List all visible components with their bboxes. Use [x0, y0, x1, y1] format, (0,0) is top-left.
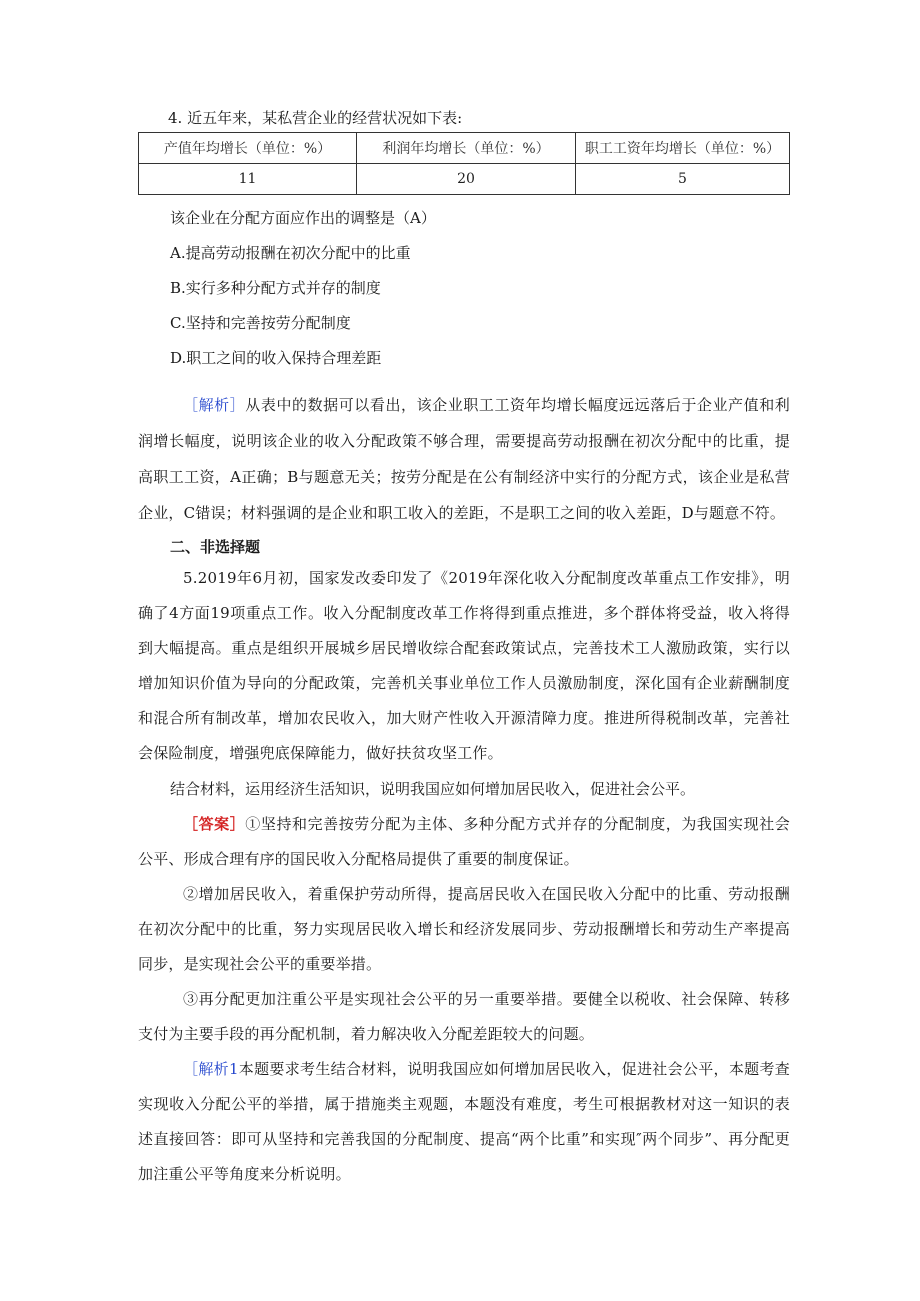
question-5-analysis-text: 本题要求考生结合材料，说明我国应如何增加居民收入，促进社会公平，本题考查实现收入分配公平的举措，属于措施类主观题，本题没有难度，考生可根据教材对这一知识的表述直接回答：即可从坚持和完善我国的分配制度、提高“两个比重”和实现″两个同步”、再分配更加注重公平等角度来分析说明。	[138, 1060, 790, 1183]
analysis-tag: ［解析1	[183, 1060, 239, 1078]
question-5-material: 5.2019年6月初，国家发改委印发了《2019年深化收入分配制度改革重点工作安排》，明确了4方面19项重点工作。收入分配制度改革工作将得到重点推进，多个群体将受益，收入将得到大幅提高。重点是组织开展城乡居民增收综合配套政策试点，完善技术工人激励政策，实行以增加知识价值为导向的分配政策，完善机关事业单位工作人员激励制度，深化国有企业薪酬制度和混合所有制改革，增加农民收入，加大财产性收入开源清障力度。推进所得税制改革，完善社会保险制度，增强兜底保障能力，做好扶贫攻坚工作。	[138, 569, 790, 762]
document-content	[138, 108, 790, 1192]
option-a: A.提高劳动报酬在初次分配中的比重	[170, 244, 411, 262]
question-4-stem: 4. 近五年来，某私营企业的经营状况如下表:	[168, 109, 463, 127]
question-5-answer-1	[138, 807, 790, 877]
question-4-analysis	[138, 387, 790, 531]
option-b: B.实行多种分配方式并存的制度	[170, 279, 381, 297]
section-heading: 二、非选择题	[170, 538, 261, 556]
answer-1-text: ①坚持和完善按劳分配为主体、多种分配方式并存的分配制度，为我国实现社会公平、形成合理有序的国民收入分配格局提供了重要的制度保证。	[138, 815, 790, 868]
question-5-answer-2: ②增加居民收入，着重保护劳动所得，提高居民收入在国民收入分配中的比重、劳动报酬在初次分配中的比重，努力实现居民收入增长和经济发展同步、劳动报酬增长和劳动生产率提高同步，是实现社会公平的重要举措。	[138, 885, 790, 973]
question-4-analysis-text: 从表中的数据可以看出，该企业职工工资年均增长幅度远远落后于企业产值和利润增长幅度，说明该企业的收入分配政策不够合理，需要提高劳动报酬在初次分配中的比重，提高职工工资，A正确；B与题意无关；按劳分配是在公有制经济中实行的分配方式，该企业是私营企业，C错误；材料强调的是企业和职工收入的差距，不是职工之间的收入差距，D与题意不符。	[138, 396, 790, 522]
table-row	[139, 164, 790, 195]
answer-tag: ［答案］	[183, 815, 246, 833]
option-c: C.坚持和完善按劳分配制度	[170, 314, 351, 332]
option-d: D.职工之间的收入保持合理差距	[170, 349, 382, 367]
table-header-output-growth: 产值年均增长（单位：%）	[139, 133, 357, 164]
question-4-prompt: 该企业在分配方面应作出的调整是（A）	[170, 209, 436, 227]
table-cell-output-growth: 11	[139, 164, 357, 195]
table-header-profit-growth: 利润年均增长（单位：%）	[357, 133, 576, 164]
table-header-row	[139, 133, 790, 164]
question-5-answer-3: ③再分配更加注重公平是实现社会公平的另一重要举措。要健全以税收、社会保障、转移支付为主要手段的再分配机制，着力解决收入分配差距较大的问题。	[138, 990, 790, 1043]
question-5-analysis	[138, 1052, 790, 1192]
analysis-tag: ［解析］	[183, 396, 246, 414]
enterprise-data-table	[138, 132, 790, 195]
question-5-instruction: 结合材料，运用经济生活知识，说明我国应如何增加居民收入，促进社会公平。	[170, 780, 696, 798]
table-cell-wage-growth: 5	[576, 164, 790, 195]
table-header-wage-growth: 职工工资年均增长（单位：%）	[576, 133, 790, 164]
table-cell-profit-growth: 20	[357, 164, 576, 195]
